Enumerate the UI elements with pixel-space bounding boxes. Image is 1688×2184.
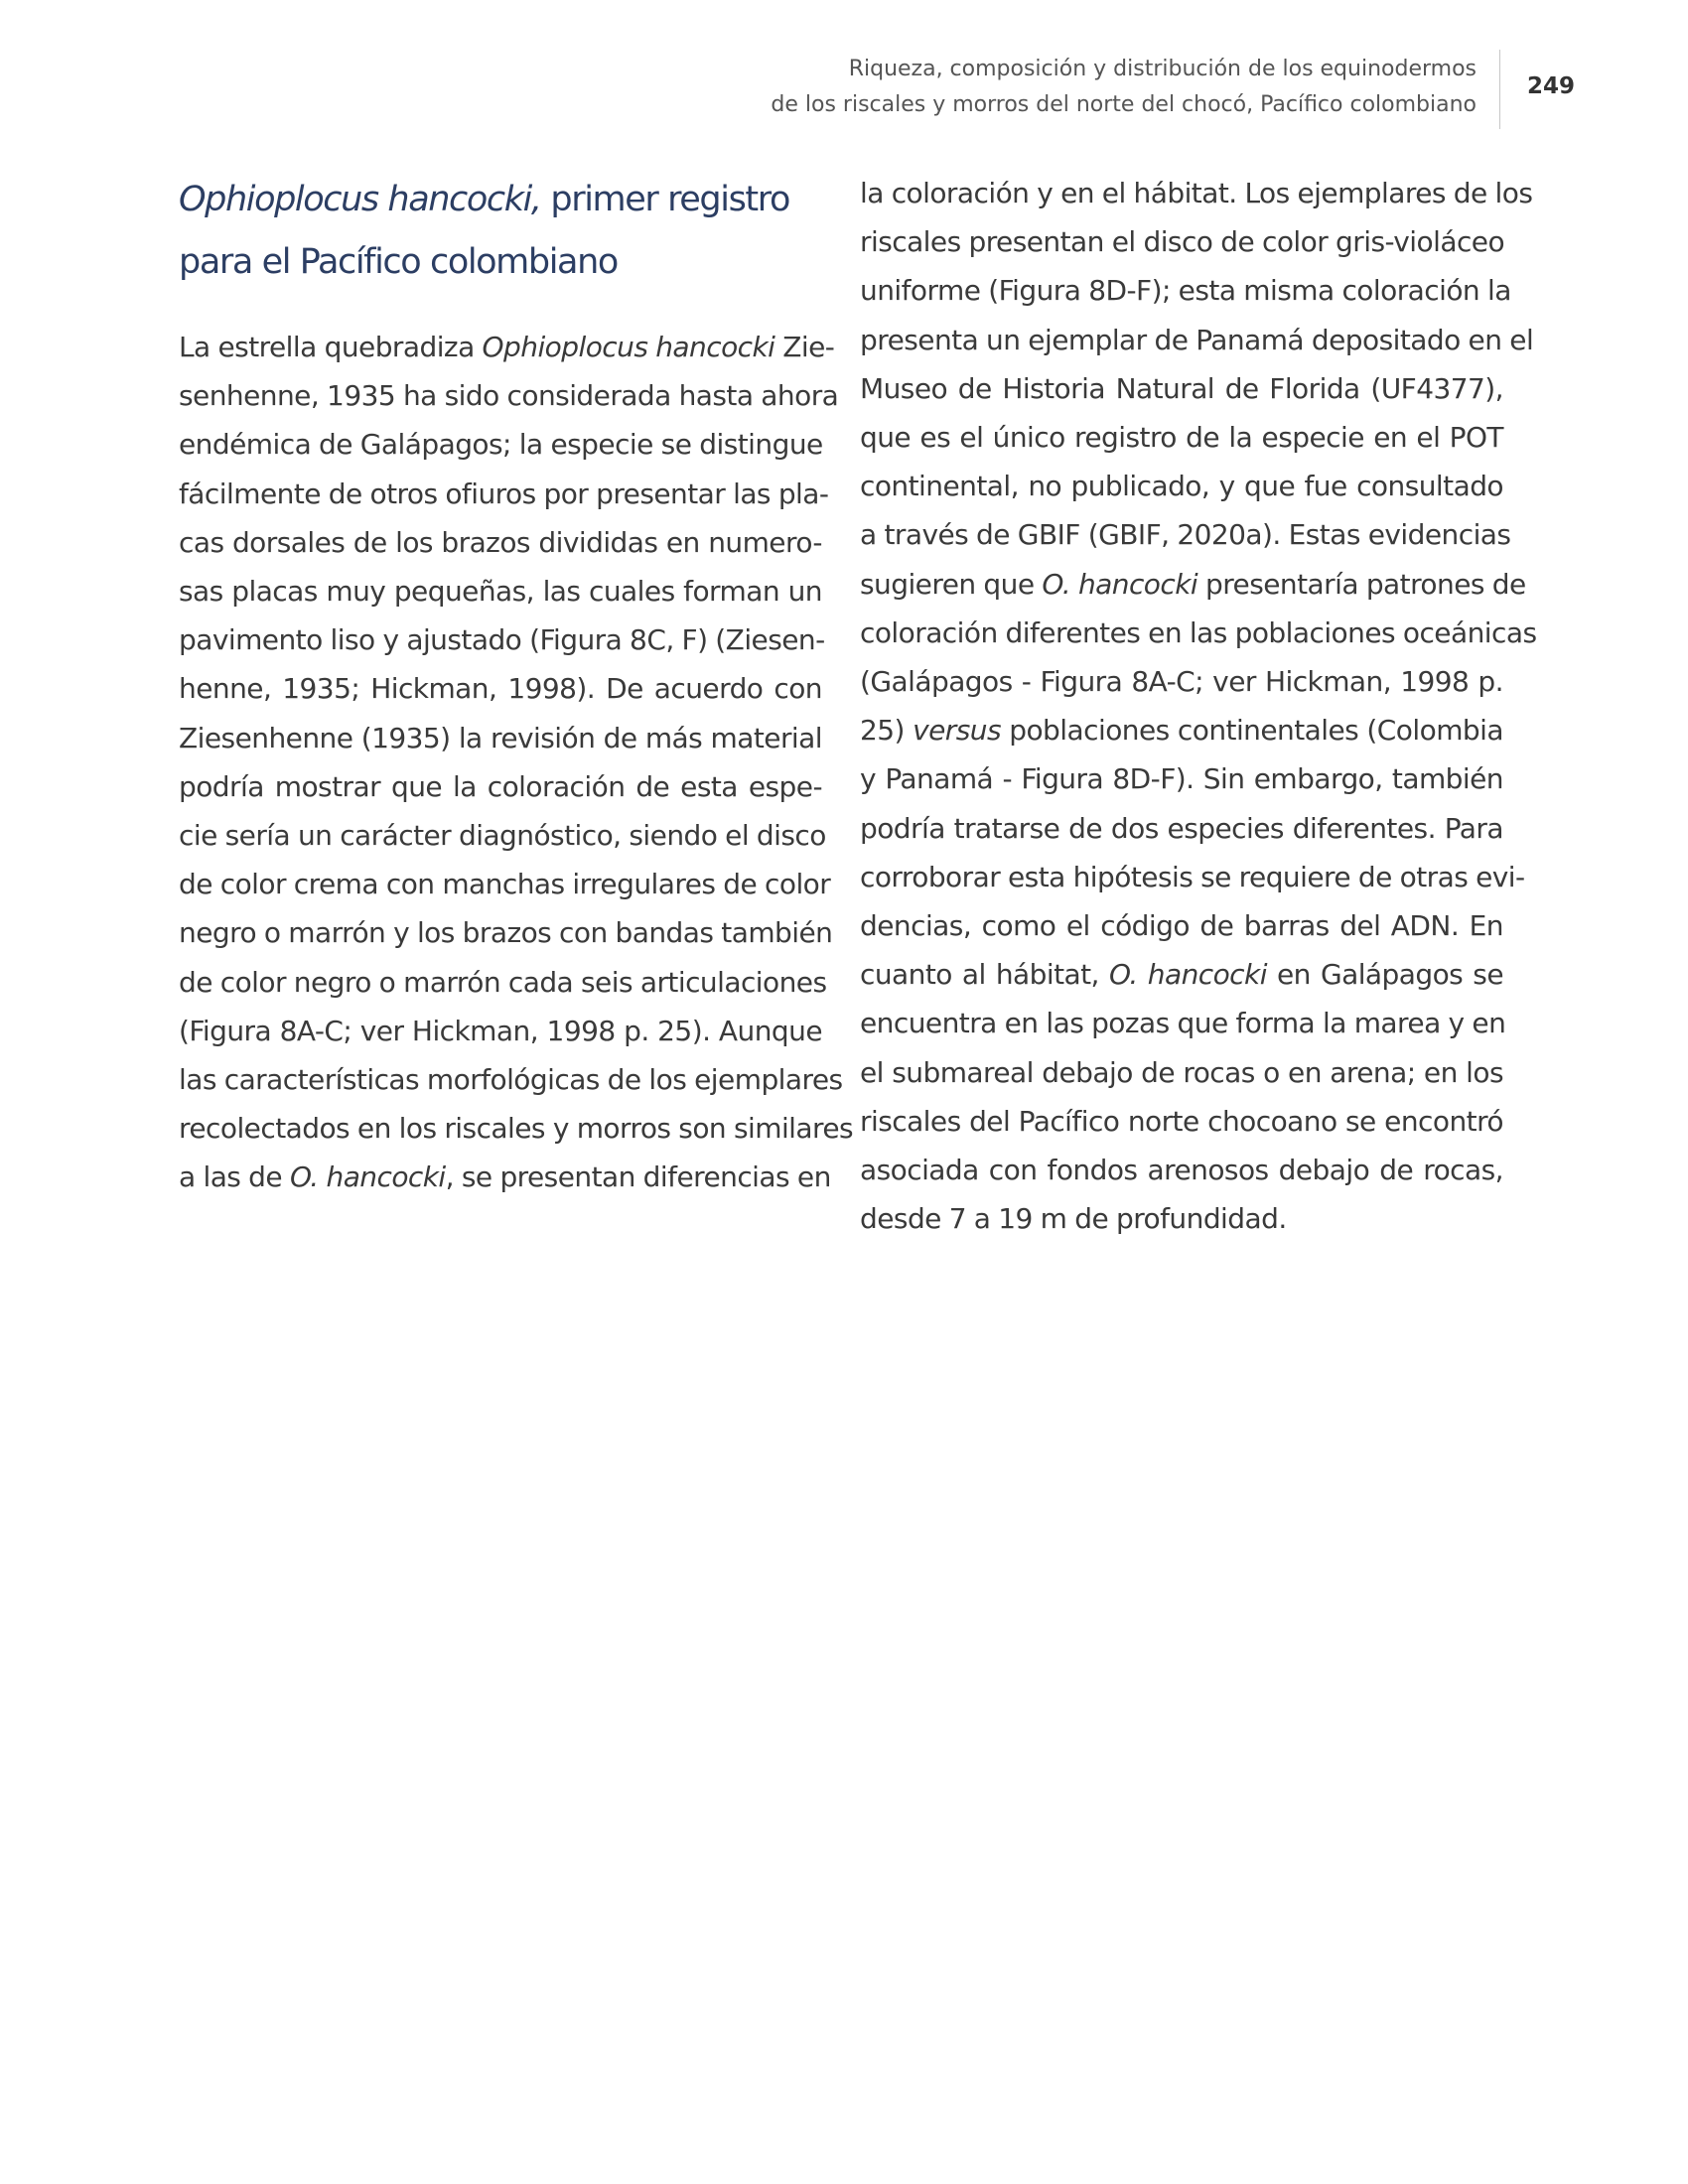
text-line: la coloración y en el hábitat. Los ejemplares de los xyxy=(860,177,1533,209)
species-name: O. hancocki xyxy=(1108,958,1267,992)
text-line: negro o marrón y los brazos con bandas también xyxy=(179,916,833,950)
text-line: coloración diferentes en las poblaciones oceánicas xyxy=(860,615,1537,649)
text-line: de color crema con manchas irregulares de color xyxy=(179,868,831,901)
text-line: La estrella quebradiza Ophioplocus hancocki Zie- xyxy=(179,331,835,363)
species-name: O. hancocki xyxy=(1042,567,1198,601)
text-line: presenta un ejemplar de Panamá depositado en el xyxy=(860,323,1534,356)
species-name: Ophioplocus hancocki xyxy=(482,331,775,363)
running-header-line-1: Riqueza, composición y distribución de los equinodermos xyxy=(848,57,1477,81)
heading-line-1-rest: primer registro xyxy=(540,180,789,219)
text-line: Museo de Historia Natural de Florida (UF4377), xyxy=(860,371,1503,405)
right-column xyxy=(860,169,1537,1243)
text-line: corroborar esta hipótesis se requiere de otras evi- xyxy=(860,860,1525,893)
text-line: Ziesenhenne (1935) la revisión de más material xyxy=(179,721,822,754)
heading-line-1 xyxy=(179,180,789,219)
text-line: riscales del Pacífico norte chocoano se encontró xyxy=(860,1104,1503,1138)
text-line: (Galápagos - Figura 8A-C; ver Hickman, 1998 p. xyxy=(860,665,1503,699)
text-line: podría tratarse de dos especies diferentes. Para xyxy=(860,811,1503,845)
text-line: cas dorsales de los brazos divididas en numero- xyxy=(179,525,822,559)
running-header xyxy=(722,52,1477,123)
text-line: pavimento liso y ajustado (Figura 8C, F) (Ziesen- xyxy=(179,623,825,657)
heading-line-2: para el Pacífico colombiano xyxy=(179,242,618,282)
page-number: 249 xyxy=(1527,73,1576,99)
species-name: O. hancocki xyxy=(289,1160,446,1194)
text-line: las características morfológicas de los ejemplares xyxy=(179,1063,843,1097)
text-line: cie sería un carácter diagnóstico, siendo el disco xyxy=(179,819,826,853)
text-line: sas placas muy pequeñas, las cuales forman un xyxy=(179,575,822,609)
text-line: endémica de Galápagos; la especie se distingue xyxy=(179,428,823,462)
text-line: encuentra en las pozas que forma la marea y en xyxy=(860,1007,1506,1040)
text-line: a las de O. hancocki, se presentan diferencias en xyxy=(179,1160,831,1194)
text-line: 25) versus poblaciones continentales (Colombia xyxy=(860,714,1503,748)
text-line: dencias, como el código de barras del ADN. En xyxy=(860,909,1503,943)
text-line: asociada con fondos arenosos debajo de rocas, xyxy=(860,1154,1503,1187)
left-column xyxy=(179,169,854,1202)
text-line: que es el único registro de la especie en el POT xyxy=(860,421,1503,455)
text-line: henne, 1935; Hickman, 1998). De acuerdo con xyxy=(179,672,822,706)
running-header-line-2: de los riscales y morros del norte del chocó, Pacífico colombiano xyxy=(771,92,1477,117)
text-line: el submareal debajo de rocas o en arena; en los xyxy=(860,1055,1503,1089)
text-line: (Figura 8A-C; ver Hickman, 1998 p. 25). Aunque xyxy=(179,1014,822,1047)
text-line: de color negro o marrón cada seis articulaciones xyxy=(179,965,827,999)
heading-species-name: Ophioplocus hancocki, xyxy=(179,180,541,219)
text-line: y Panamá - Figura 8D-F). Sin embargo, también xyxy=(860,762,1503,796)
text-line: fácilmente de otros ofiuros por presentar las pla- xyxy=(179,477,829,510)
text-line: recolectados en los riscales y morros son similares xyxy=(179,1112,854,1146)
text-line: podría mostrar que la coloración de esta espe- xyxy=(179,769,822,803)
text-line: cuanto al hábitat, O. hancocki en Galápagos se xyxy=(860,958,1503,992)
text-line: continental, no publicado, y que fue consultado xyxy=(860,470,1503,503)
text-line: a través de GBIF (GBIF, 2020a). Estas evidencias xyxy=(860,518,1511,552)
section-heading xyxy=(179,169,822,294)
species-name: versus xyxy=(913,714,1002,748)
text-line: desde 7 a 19 m de profundidad. xyxy=(860,1202,1287,1236)
right-column-paragraph xyxy=(860,169,1537,1243)
text-line: uniforme (Figura 8D-F); esta misma coloración la xyxy=(860,274,1511,308)
text-line: senhenne, 1935 ha sido considerada hasta ahora xyxy=(179,379,839,413)
text-line: sugieren que O. hancocki presentaría patrones de xyxy=(860,567,1526,601)
header-divider xyxy=(1499,50,1500,129)
left-column-paragraph xyxy=(179,323,854,1202)
text-line: riscales presentan el disco de color gris-violáceo xyxy=(860,225,1505,259)
